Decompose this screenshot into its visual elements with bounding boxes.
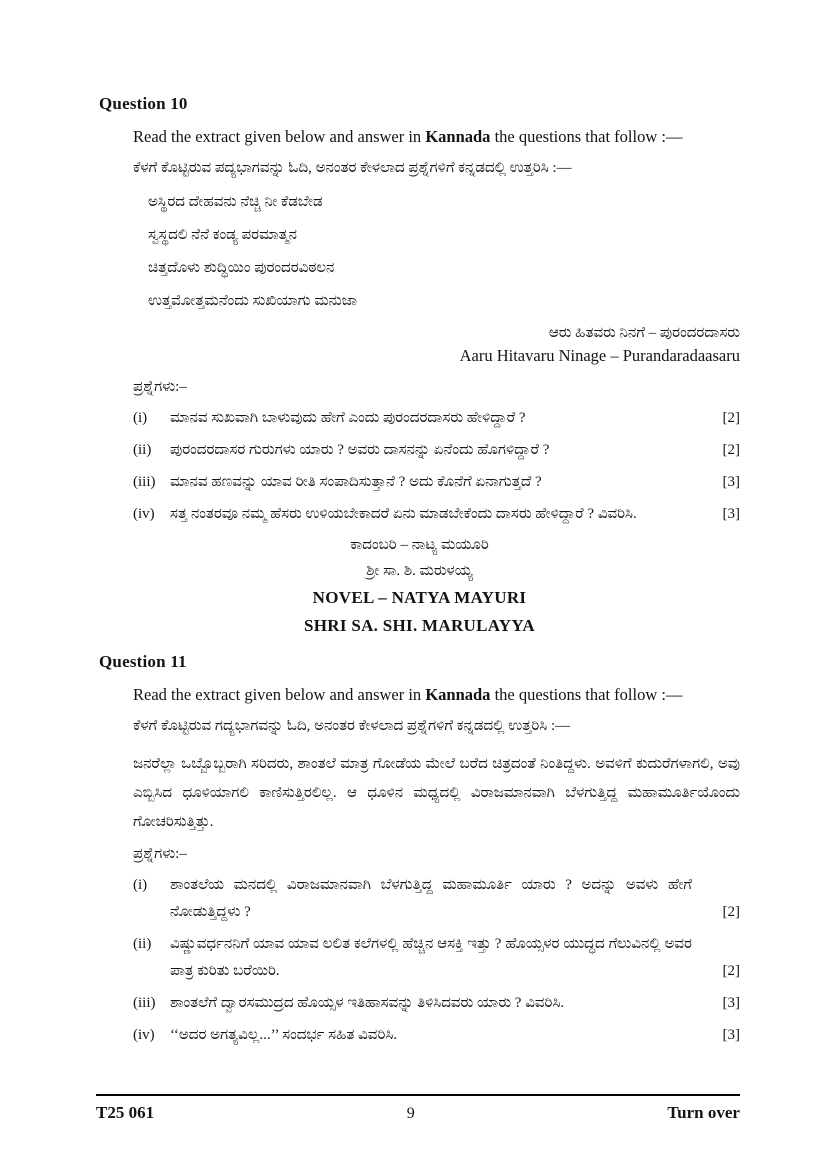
item-text: ಶಾಂತಲೆಯ ಮನದಲ್ಲಿ ವಿರಾಜಮಾನವಾಗಿ ಬೆಳಗುತ್ತಿದ್ದ ಮಹಾಮೂರ್ತಿ ಯಾರು ? ಅದನ್ನು ಅವಳು ಹೇಗೆ ನೋಡುತ್ತಿದ್ದಳು ? <box>170 877 692 920</box>
item-number: (iv) <box>133 506 155 522</box>
page-number: 9 <box>406 1105 415 1122</box>
q11-item-4 <box>133 1022 740 1049</box>
item-number: (i) <box>133 410 148 426</box>
item-marks: [2] <box>722 904 740 920</box>
item-text: ‘‘ಅದರ ಅಗತ್ಯವಿಲ್ಲ...’’ ಸಂದರ್ಭ ಸಹಿತ ವಿವರಿಸಿ. <box>170 1027 398 1043</box>
read-suffix: the questions that follow :— <box>490 685 683 704</box>
q11-read-instruction <box>133 685 740 705</box>
question-10-section <box>99 94 740 528</box>
novel-author-english: SHRI SA. SHI. MARULAYYA <box>304 616 535 635</box>
q11-item-2 <box>133 931 740 985</box>
page-footer <box>96 1094 740 1123</box>
poem-line-4: ಉತ್ತಮೋತ್ತಮನೆಂದು ಸುಖಿಯಾಗು ಮನುಜಾ <box>148 293 358 309</box>
read-prefix: Read the extract given below and answer in <box>133 127 426 146</box>
item-text: ಮಾನವ ಸುಖವಾಗಿ ಬಾಳುವುದು ಹೇಗೆ ಎಂದು ಪುರಂದರದಾಸರು ಹೇಳಿದ್ದಾರೆ ? <box>170 410 526 426</box>
read-suffix: the questions that follow :— <box>490 127 683 146</box>
item-marks: [3] <box>722 506 740 522</box>
item-text: ಶಾಂತಲೆಗೆ ದ್ವಾರಸಮುದ್ರದ ಹೊಯ್ಸಳ ಇತಿಹಾಸವನ್ನು ತಿಳಿಸಿದವರು ಯಾರು ? ವಿವರಿಸಿ. <box>170 995 565 1011</box>
item-number: (iii) <box>133 995 156 1011</box>
item-marks: [3] <box>722 474 740 490</box>
q11-item-1 <box>133 872 740 926</box>
q10-item-2 <box>133 437 740 464</box>
read-prefix: Read the extract given below and answer in <box>133 685 426 704</box>
item-number: (iii) <box>133 474 156 490</box>
item-text: ಪುರಂದರದಾಸರ ಗುರುಗಳು ಯಾರು ? ಅವರು ದಾಸನನ್ನು ಏನೆಂದು ಹೊಗಳಿದ್ದಾರೆ ? <box>170 442 550 458</box>
novel-title-kannada: ಕಾದಂಬರಿ – ನಾಟ್ಯ ಮಯೂರಿ <box>350 537 489 553</box>
item-marks: [3] <box>722 995 740 1011</box>
read-bold-word: Kannada <box>425 127 491 146</box>
q10-kannada-instruction: ಕೆಳಗೆ ಕೊಟ್ಟಿರುವ ಪದ್ಯಭಾಗವನ್ನು ಓದಿ, ಅನಂತರ ಕೇಳಲಾದ ಪ್ರಶ್ನೆಗಳಿಗೆ ಕನ್ನಡದಲ್ಲಿ ಉತ್ತರಿಸಿ :— <box>133 160 572 176</box>
item-marks: [3] <box>722 1027 740 1043</box>
paper-code: T25 061 <box>96 1103 155 1122</box>
q10-poem-extract <box>148 192 740 311</box>
poem-line-3: ಚಿತ್ತದೊಳು ಶುದ್ಧಿಯಿಂ ಪುರಂದರವಿಠಲನ <box>148 260 335 276</box>
q10-item-1 <box>133 405 740 432</box>
item-number: (ii) <box>133 936 152 952</box>
q10-item-3 <box>133 469 740 496</box>
q11-kannada-instruction: ಕೆಳಗೆ ಕೊಟ್ಟಿರುವ ಗದ್ಯಭಾಗವನ್ನು ಓದಿ, ಅನಂತರ ಕೇಳಲಾದ ಪ್ರಶ್ನೆಗಳಿಗೆ ಕನ್ನಡದಲ್ಲಿ ಉತ್ತರಿಸಿ :— <box>133 718 571 734</box>
q11-prose-extract: ಜನರೆಲ್ಲಾ ಒಬ್ಬೊಬ್ಬರಾಗಿ ಸರಿದರು, ಶಾಂತಲೆ ಮಾತ್ರ ಗೋಡೆಯ ಮೇಲೆ ಬರೆದ ಚಿತ್ರದಂತೆ ನಿಂತಿದ್ದಳು. ಅವಳಿಗೆ ಕುದುರೆಗಳಾಗಲಿ, ಅವು ಎಬ್ಬಿಸಿದ ಧೂಳಿಯಾಗಲಿ ಕಾಣಿಸುತ್ತಿರಲಿಲ್ಲ. ಆ ಧೂಳಿನ ಮಧ್ಯದಲ್ಲಿ ವಿರಾಜಮಾನವಾಗಿ ಬೆಳಗುತ್ತಿದ್ದ ಮಹಾಮೂರ್ತಿಯೊಂದು ಗೋಚರಿಸುತ್ತಿತ್ತು. <box>133 756 740 830</box>
novel-title-block <box>99 536 740 636</box>
novel-title-english: NOVEL – NATYA MAYURI <box>312 588 527 607</box>
item-text: ವಿಷ್ಣುವರ್ಧನನಿಗೆ ಯಾವ ಯಾವ ಲಲಿತ ಕಲೆಗಳಲ್ಲಿ ಹೆಚ್ಚಿನ ಆಸಕ್ತಿ ಇತ್ತು ? ಹೊಯ್ಸಳರ ಯುದ್ಧದ ಗೆಲುವಿನಲ್ಲಿ ಅವರ ಪಾತ್ರ ಕುರಿತು ಬರೆಯಿರಿ. <box>170 936 692 979</box>
question-10-heading: Question 10 <box>99 94 188 113</box>
item-marks: [2] <box>722 442 740 458</box>
novel-author-kannada: ಶ್ರೀ ಸಾ. ಶಿ. ಮರುಳಯ್ಯ <box>366 563 473 579</box>
poem-line-2: ಸ್ವಸ್ಥದಲಿ ನೆನೆ ಕಂಡ್ಯ ಪರಮಾತ್ಮನ <box>148 227 297 243</box>
item-marks: [2] <box>722 963 740 979</box>
question-11-heading: Question 11 <box>99 652 187 671</box>
item-text: ಸತ್ತ ನಂತರವೂ ನಮ್ಮ ಹೆಸರು ಉಳಿಯಬೇಕಾದರೆ ಏನು ಮಾಡಬೇಕೆಂದು ದಾಸರು ಹೇಳಿದ್ದಾರೆ ? ವಿವರಿಸಿ. <box>170 506 637 522</box>
item-marks: [2] <box>722 410 740 426</box>
poem-line-1: ಅಸ್ಥಿರದ ದೇಹವನು ನೆಚ್ಚಿ ನೀ ಕೆಡಬೇಡ <box>148 194 323 210</box>
q11-item-3 <box>133 990 740 1017</box>
read-bold-word: Kannada <box>425 685 491 704</box>
q10-attribution-kannada: ಆರು ಹಿತವರು ನಿನಗೆ – ಪುರಂದರದಾಸರು <box>548 325 740 341</box>
q10-read-instruction <box>133 127 740 147</box>
turn-over-label: Turn over <box>667 1103 740 1122</box>
item-number: (ii) <box>133 442 152 458</box>
q11-questions-label: ಪ್ರಶ್ನೆಗಳು:– <box>133 846 187 862</box>
item-number: (iv) <box>133 1027 155 1043</box>
q10-attribution-english: Aaru Hitavaru Ninage – Purandaradaasaru <box>459 346 740 365</box>
q10-questions-label: ಪ್ರಶ್ನೆಗಳು:– <box>133 379 187 395</box>
item-text: ಮಾನವ ಹಣವನ್ನು ಯಾವ ರೀತಿ ಸಂಪಾದಿಸುತ್ತಾನೆ ? ಅದು ಕೊನೆಗೆ ಏನಾಗುತ್ತದೆ ? <box>170 474 542 490</box>
question-11-section <box>99 652 740 1049</box>
q10-item-4 <box>133 501 740 528</box>
item-number: (i) <box>133 877 148 893</box>
